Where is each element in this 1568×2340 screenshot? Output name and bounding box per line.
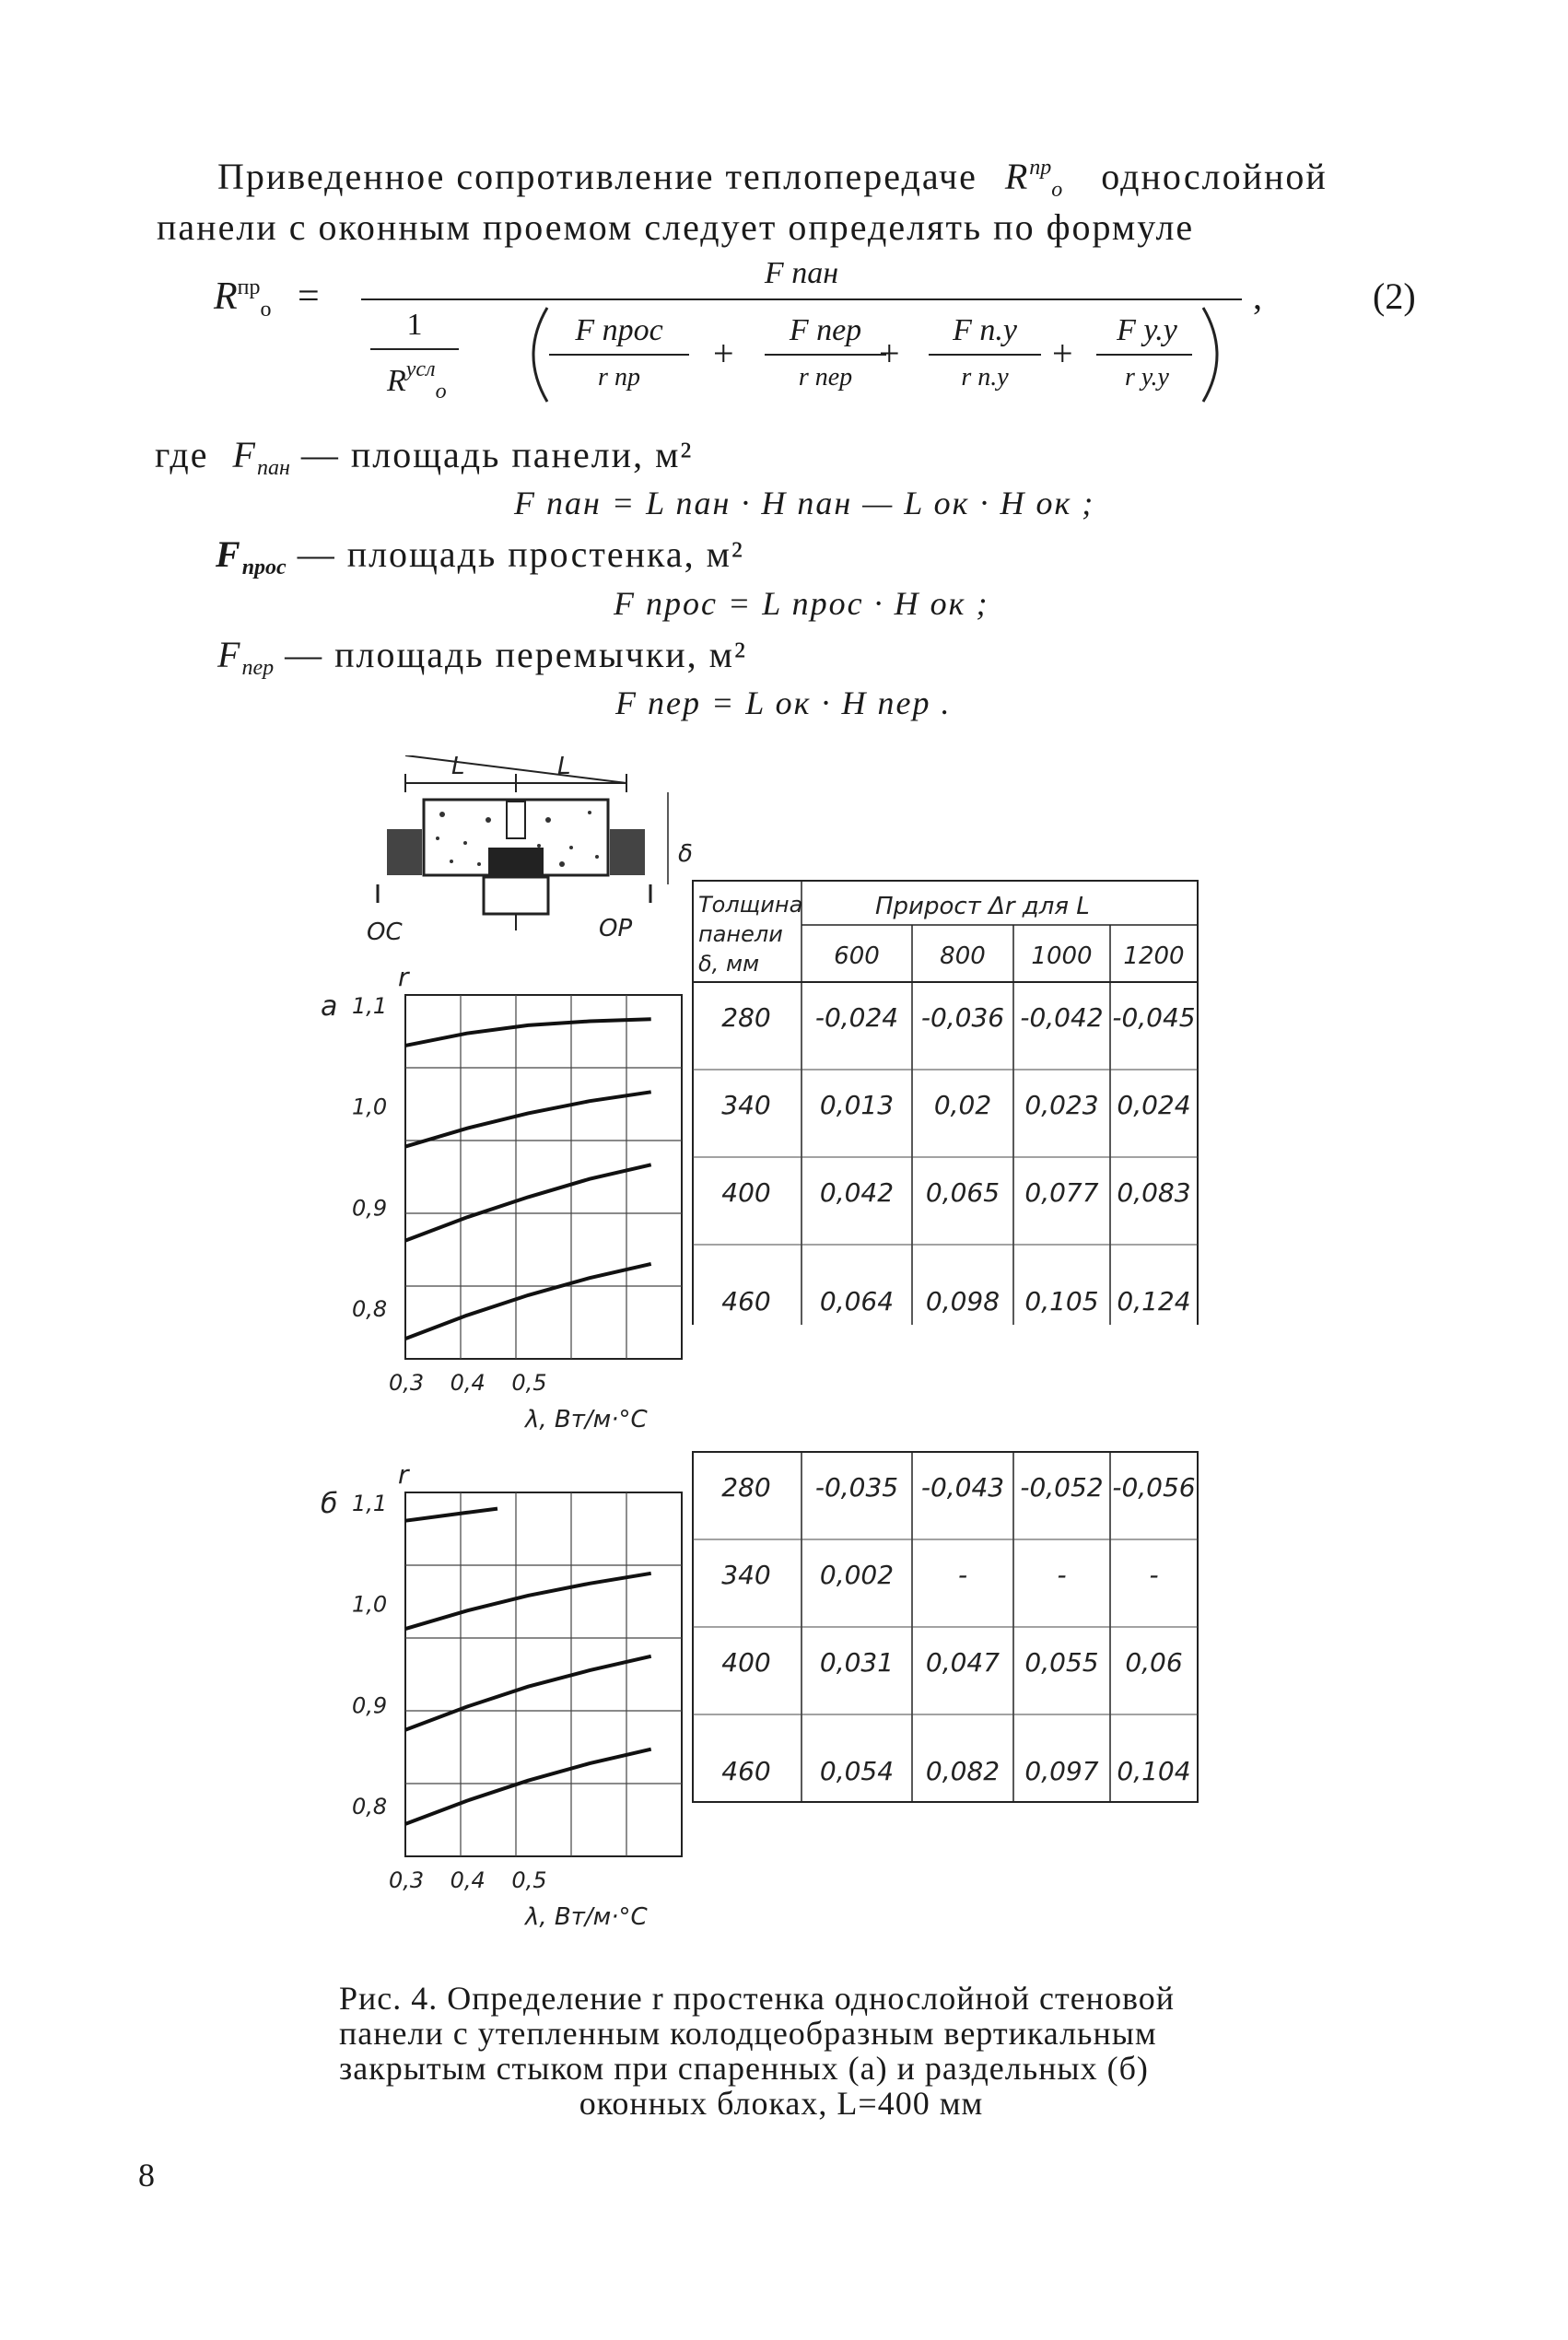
term-pros-bar <box>549 354 689 356</box>
term-pros-num: F прос <box>575 313 663 347</box>
y-tick-label: 0,8 <box>352 1296 388 1323</box>
def-pan: где $F_{пан}$ — площадь панели, м² <box>155 434 694 480</box>
term-per-bar <box>765 354 886 356</box>
caption-line-2: панели с утепленным колодцеобразным вертикальным <box>339 2015 1157 2052</box>
joint-sketch <box>350 755 719 967</box>
dim-left-label: L <box>451 755 465 780</box>
cell-value: - <box>1149 1560 1159 1590</box>
intro-line-1 <box>217 155 1328 203</box>
eq-pan: F пан = L пан · H пан — L ок · H ок ; <box>514 485 1095 521</box>
series-line-3 <box>405 1656 651 1730</box>
cell-value: 0,031 <box>819 1647 895 1678</box>
header-thickness-1: Толщина <box>698 892 803 918</box>
series-line-1 <box>405 1019 651 1046</box>
y-tick-label: 1,1 <box>352 992 388 1019</box>
cell-value: 0,024 <box>1117 1090 1191 1120</box>
header-col-1200: 1200 <box>1123 942 1185 970</box>
cell-value: 0,077 <box>1024 1177 1099 1208</box>
row-thickness: 340 <box>721 1090 771 1120</box>
sketch-os-label: ОС <box>367 918 403 946</box>
right-paren <box>1198 304 1235 405</box>
def-pros-text: — площадь простенка, м² <box>297 533 744 575</box>
eq-per: F пер = L ок · H пер . <box>615 684 952 721</box>
table-b <box>691 1445 1207 1804</box>
cell-value: 0,02 <box>933 1090 992 1120</box>
header-thickness-3: δ, мм <box>698 951 760 977</box>
header-thickness-2: панели <box>698 921 783 947</box>
y-axis-label: r <box>398 962 409 992</box>
caption-line-4: оконных блоках, L=400 мм <box>579 2085 984 2122</box>
chart-a <box>304 958 709 1474</box>
cell-value: -0,035 <box>814 1472 899 1503</box>
x-tick-label: 0,3 <box>389 1867 425 1893</box>
r-symbol: $R^{пр}_о$ <box>1004 156 1063 202</box>
cell-value: 0,105 <box>1024 1286 1099 1316</box>
x-tick-label: 0,5 <box>511 1370 547 1396</box>
plus-2: + <box>879 333 900 374</box>
cell-value: -0,042 <box>1020 1002 1104 1033</box>
x-axis-label: λ, Вт/м·°С <box>525 1406 648 1433</box>
series-line-3 <box>405 1164 651 1240</box>
delta-label: δ <box>678 840 693 868</box>
x-tick-label: 0,5 <box>511 1867 547 1893</box>
plot-frame <box>405 1492 682 1856</box>
term-per-num: F пер <box>789 313 862 347</box>
formula-one-bar <box>370 348 459 350</box>
cell-value: -0,024 <box>814 1002 899 1033</box>
cell-value: 0,054 <box>819 1756 895 1786</box>
header-col-600: 600 <box>834 942 880 970</box>
eq-pros: F прос = L прос · H ок ; <box>614 585 989 622</box>
cell-value: -0,043 <box>920 1472 1005 1503</box>
series-line-4 <box>405 1749 651 1824</box>
sketch-or-label: ОР <box>599 915 633 942</box>
cell-value: 0,064 <box>819 1286 895 1316</box>
formula-one: 1 <box>406 308 423 342</box>
cell-value: 0,097 <box>1024 1756 1099 1786</box>
figure-caption <box>339 1981 1223 2121</box>
term-yy-num: F у.у <box>1117 313 1177 347</box>
intro-line-2: панели с оконным проемом следует определять по формуле <box>157 206 1195 248</box>
table-a <box>691 873 1207 1325</box>
term-py-bar <box>929 354 1041 356</box>
row-thickness: 460 <box>721 1756 771 1786</box>
intro-text: Приведенное сопротивление теплопередаче <box>217 156 977 197</box>
where-word: где <box>155 434 209 475</box>
row-thickness: 340 <box>721 1560 771 1590</box>
term-py-num: F п.у <box>953 313 1017 347</box>
panel-label: а <box>321 990 338 1023</box>
cell-value: -0,045 <box>1112 1002 1196 1033</box>
cell-value: 0,098 <box>925 1286 1000 1316</box>
cell-value: -0,056 <box>1112 1472 1196 1503</box>
y-tick-label: 0,9 <box>352 1195 388 1222</box>
series-line-2 <box>405 1092 651 1146</box>
cell-value: - <box>957 1560 968 1590</box>
def-pros: $F_{прос}$ — площадь простенка, м² <box>216 533 744 579</box>
formula-lhs: $R^{пр}_о$ = <box>214 275 320 322</box>
cell-value: -0,036 <box>920 1002 1005 1033</box>
plus-1: + <box>713 333 734 374</box>
formula-r-usl: $R^{усл}_о$ <box>387 357 447 404</box>
cell-value: 0,055 <box>1024 1647 1099 1678</box>
x-tick-label: 0,4 <box>450 1867 486 1893</box>
term-pros-den: r пр <box>598 363 640 392</box>
y-tick-label: 1,1 <box>352 1490 388 1516</box>
term-yy-bar <box>1096 354 1192 356</box>
row-thickness: 460 <box>721 1286 771 1316</box>
plot-frame <box>405 995 682 1359</box>
plus-3: + <box>1052 333 1073 374</box>
dim-right-label: L <box>557 755 571 780</box>
caption-line-1: Рис. 4. Определение r простенка однослойной стеновой <box>339 1980 1175 2017</box>
page-number: 8 <box>138 2157 155 2194</box>
header-increment: Прирост Δr для L <box>875 893 1090 920</box>
cell-value: 0,124 <box>1117 1286 1191 1316</box>
header-col-1000: 1000 <box>1031 942 1093 970</box>
term-per-den: r пер <box>798 363 853 392</box>
series-line-4 <box>405 1264 651 1339</box>
x-tick-label: 0,4 <box>450 1370 486 1396</box>
def-pan-text: — площадь панели, м² <box>300 434 694 475</box>
row-thickness: 280 <box>721 1002 771 1033</box>
term-py-den: r п.у <box>961 363 1009 392</box>
x-tick-label: 0,3 <box>389 1370 425 1396</box>
cell-value: - <box>1057 1560 1067 1590</box>
cell-value: 0,104 <box>1117 1756 1191 1786</box>
formula-number: (2) <box>1373 275 1416 317</box>
cell-value: 0,06 <box>1125 1647 1183 1678</box>
y-axis-label: r <box>398 1459 409 1490</box>
series-line-1 <box>405 1509 497 1521</box>
cell-value: 0,083 <box>1117 1177 1191 1208</box>
cell-value: 0,013 <box>819 1090 895 1120</box>
series-line-2 <box>405 1574 651 1629</box>
cell-value: 0,002 <box>819 1560 895 1590</box>
y-tick-label: 0,9 <box>352 1692 388 1719</box>
formula-comma: , <box>1253 275 1262 317</box>
cell-value: 0,023 <box>1024 1090 1099 1120</box>
chart-b <box>304 1456 709 1953</box>
cell-value: -0,052 <box>1020 1472 1104 1503</box>
term-yy-den: r у.у <box>1125 363 1169 392</box>
y-tick-label: 1,0 <box>352 1591 388 1618</box>
def-per: $F_{пер}$ — площадь перемычки, м² <box>217 634 747 680</box>
y-tick-label: 0,8 <box>352 1794 388 1820</box>
row-thickness: 400 <box>721 1647 771 1678</box>
cell-value: 0,047 <box>925 1647 1000 1678</box>
formula-main-bar <box>361 298 1242 300</box>
cell-value: 0,042 <box>819 1177 895 1208</box>
row-thickness: 400 <box>721 1177 771 1208</box>
def-per-text: — площадь перемычки, м² <box>285 634 747 675</box>
panel-label: б <box>321 1488 338 1520</box>
formula-numerator: F пан <box>764 256 839 290</box>
cell-value: 0,082 <box>925 1756 1000 1786</box>
intro-text-end: однослойной <box>1101 156 1328 197</box>
x-axis-label: λ, Вт/м·°С <box>525 1903 648 1931</box>
row-thickness: 280 <box>721 1472 771 1503</box>
cell-value: 0,065 <box>925 1177 1000 1208</box>
caption-line-3: закрытым стыком при спаренных (а) и раздельных (б) <box>339 2050 1149 2087</box>
y-tick-label: 1,0 <box>352 1094 388 1120</box>
header-col-800: 800 <box>940 942 986 970</box>
